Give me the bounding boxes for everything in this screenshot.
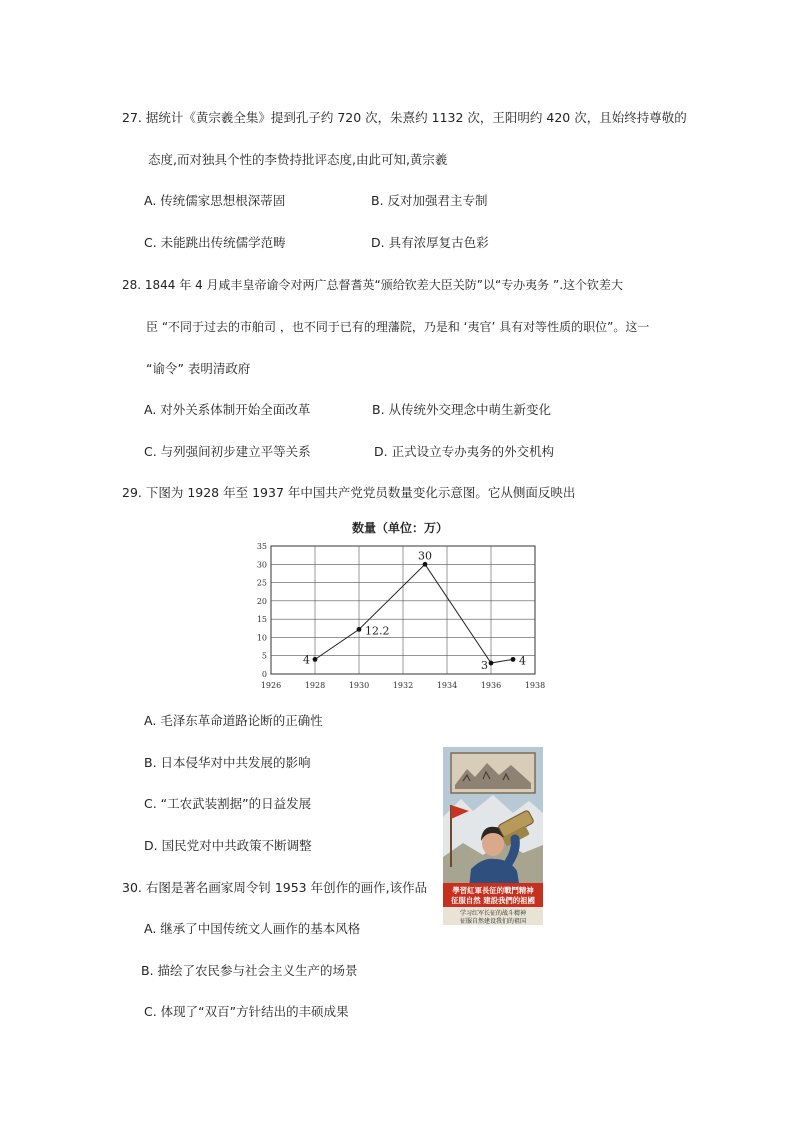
q28-option-d: D. 正式设立专办夷务的外交机构 [374, 444, 555, 459]
q27-stem-line1: 27. 据统计《黄宗羲全集》提到孔子约 720 次，朱熹约 1132 次，王阳明约 420 次，且始终持尊敬的 [122, 110, 687, 125]
data-label: 3 [481, 659, 488, 673]
poster-caption-line1: 學習紅軍長征的戰鬥精神 [452, 886, 534, 895]
q28-option-a: A. 对外关系体制开始全面改革 [144, 402, 311, 417]
q28-option-b: B. 从传统外交理念中萌生新变化 [372, 402, 552, 417]
chart-data-labels [303, 549, 526, 672]
x-tick-label: 1928 [304, 681, 326, 690]
poster-caption-line2: 征服自然 建設我們的祖國 [451, 896, 535, 905]
y-tick-label: 30 [256, 560, 267, 570]
poster-subcaption-line1: 学习红军长征的战斗精神 [459, 910, 527, 917]
data-point [511, 657, 516, 662]
y-axis-ticks [257, 542, 267, 679]
chart-grid [271, 546, 535, 674]
q28-stem-line3: “谕令” 表明清政府 [146, 361, 251, 376]
membership-line-chart [245, 516, 555, 696]
chart-title: 数量（单位：万） [351, 521, 449, 535]
x-axis-ticks [261, 681, 545, 690]
data-label: 4 [519, 654, 526, 668]
x-tick-label: 1930 [348, 681, 370, 690]
q30-option-b: B. 描绘了农民参与社会主义生产的场景 [141, 963, 358, 978]
q27-stem-line2: 态度,而对独具个性的李贽持批评态度,由此可知,黄宗羲 [148, 152, 448, 167]
data-point [489, 661, 494, 666]
q28-stem-line1: 28. 1844 年 4 月咸丰皇帝谕令对两广总督耆英“颁给钦差大臣关防”以“专办夷务 ”.这个钦差大 [122, 278, 624, 292]
q29-stem: 29. 下图为 1928 年至 1937 年中国共产党党员数量变化示意图。它从侧面反映出 [122, 485, 576, 500]
y-tick-label: 10 [256, 633, 267, 643]
q29-option-c: C. “工农武装割据”的日益发展 [144, 796, 312, 811]
y-tick-label: 20 [256, 596, 267, 606]
y-tick-label: 35 [256, 542, 267, 551]
data-point [313, 657, 318, 662]
data-point [357, 627, 362, 632]
q30-option-c: C. 体现了“双百”方针结出的丰硕成果 [144, 1004, 349, 1019]
q28-option-c: C. 与列强间初步建立平等关系 [144, 444, 311, 459]
q28-stem-line2: 臣 “不同于过去的市舶司 ，也不同于已有的理藩院，乃是和 ‘夷官’ 具有对等性质的职位”。这一 [146, 320, 650, 334]
q27-option-c: C. 未能跳出传统儒学范畴 [144, 235, 286, 250]
y-tick-label: 5 [261, 651, 267, 661]
x-tick-label: 1934 [436, 681, 458, 690]
data-point [423, 562, 428, 567]
q30-option-a: A. 继承了中国传统文人画作的基本风格 [144, 921, 361, 936]
q27-option-a: A. 传统儒家思想根深蒂固 [144, 193, 286, 208]
x-tick-label: 1938 [524, 681, 546, 690]
series-line [315, 564, 513, 663]
chart-series [313, 562, 516, 666]
poster-subcaption-line2: 征服自然建设我们的祖国 [459, 918, 527, 925]
data-label: 12.2 [365, 624, 390, 638]
q29-option-d: D. 国民党对中共政策不断调整 [144, 838, 312, 853]
x-tick-label: 1926 [260, 681, 282, 690]
data-label: 30 [418, 549, 432, 563]
y-tick-label: 25 [256, 578, 267, 588]
q29-option-b: B. 日本侵华对中共发展的影响 [144, 755, 311, 770]
x-tick-label: 1936 [480, 681, 502, 690]
q30-stem: 30. 右图是著名画家周令钊 1953 年创作的画作,该作品 [122, 880, 428, 895]
x-tick-label: 1932 [392, 681, 414, 690]
q29-option-a: A. 毛泽东革命道路论断的正确性 [144, 713, 323, 728]
y-tick-label: 0 [261, 670, 267, 679]
q27-option-d: D. 具有浓厚复古色彩 [371, 235, 489, 250]
data-label: 4 [303, 653, 310, 667]
poster-image [443, 747, 543, 925]
q27-option-b: B. 反对加强君主专制 [371, 193, 488, 208]
y-tick-label: 15 [256, 615, 267, 625]
